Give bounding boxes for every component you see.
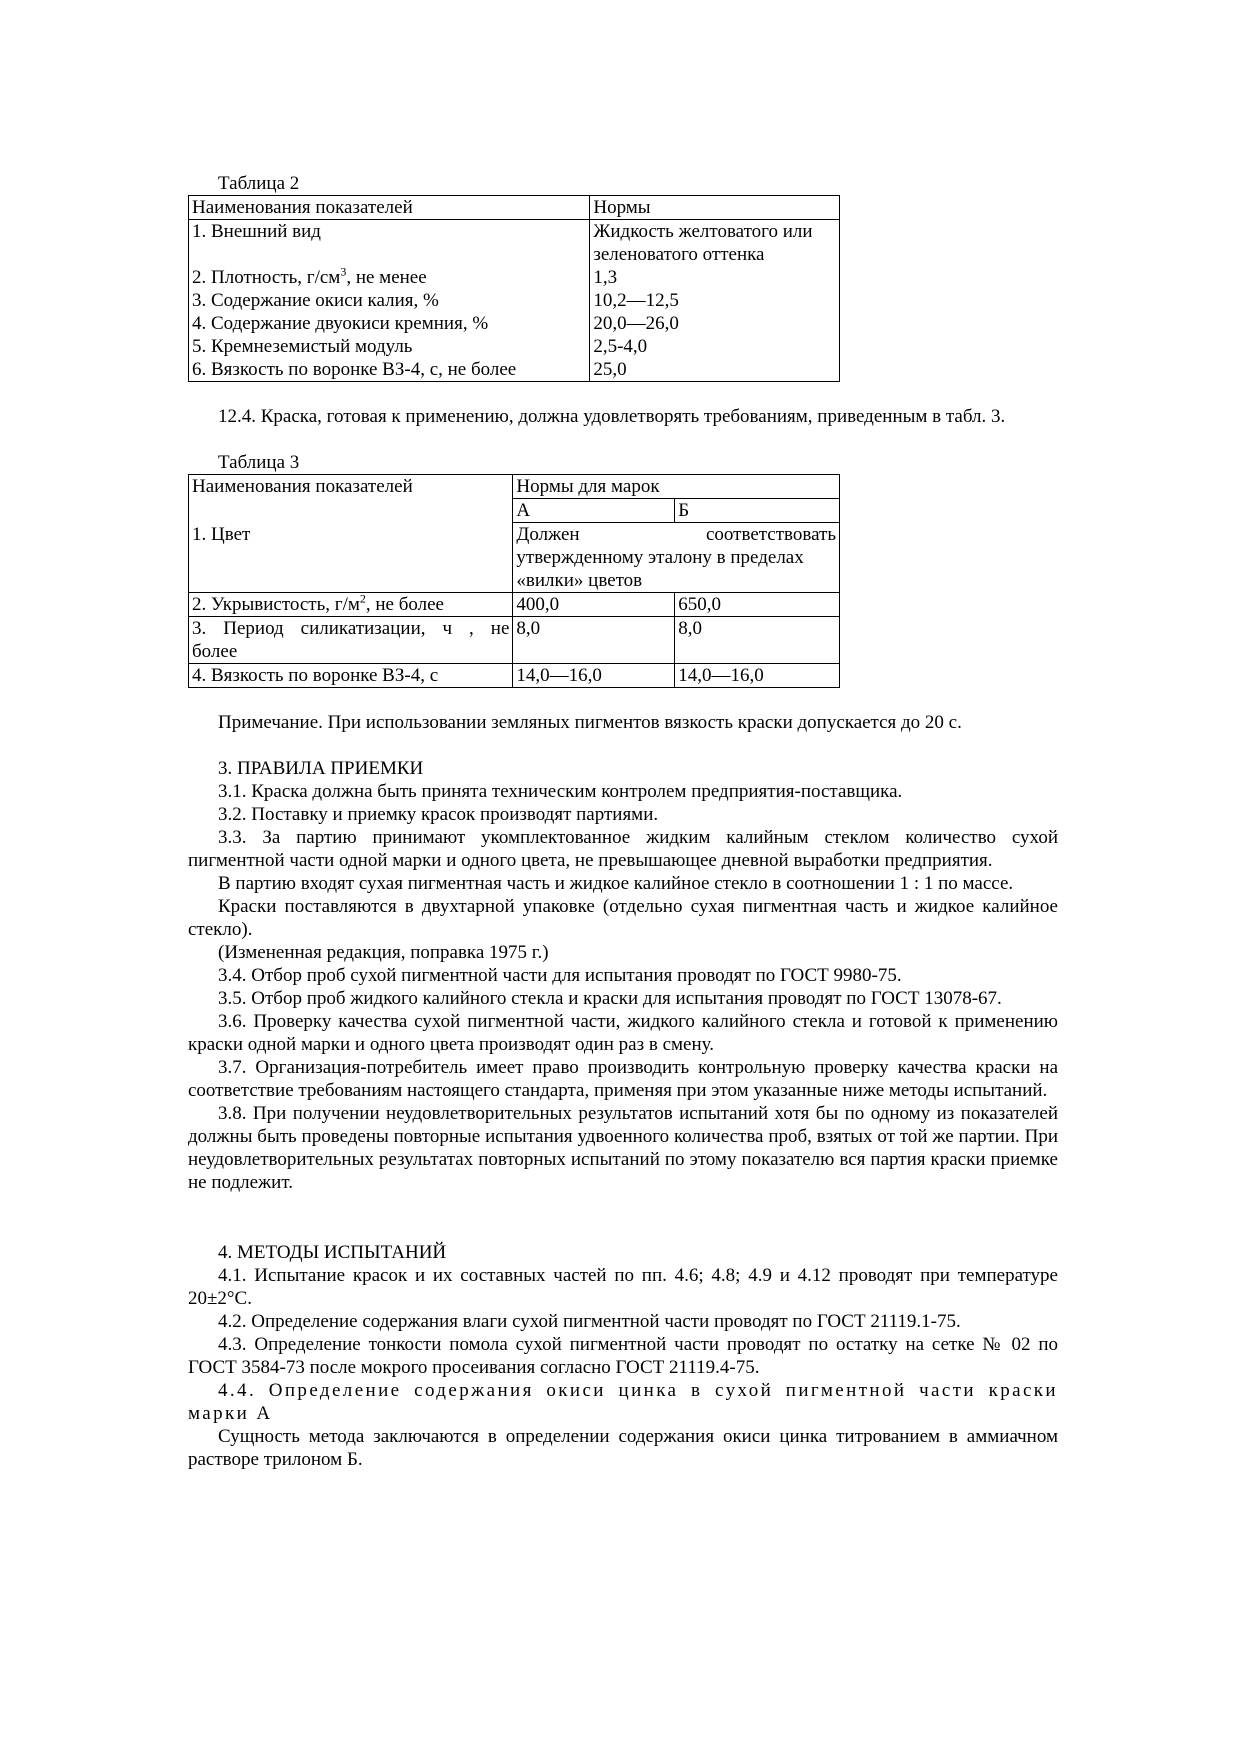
table3-cell <box>189 593 513 617</box>
document-page <box>188 172 1058 1471</box>
paragraph: 3.3. За партию принимают укомплектованное жидким калийным стеклом количество сухой пигментной части одной марки и одного цвета, не превышающее дневной выработки предприятия. <box>188 827 1058 871</box>
note: Примечание. При использовании земляных пигментов вязкость краски допускается до 20 с. <box>218 712 962 733</box>
paragraph: 3.5. Отбор проб жидкого калийного стекла и краски для испытания проводят по ГОСТ 13078-67. <box>218 988 1002 1009</box>
table-row <box>189 196 840 220</box>
paragraph: 3.4. Отбор проб сухой пигментной части для испытания проводят по ГОСТ 9980-75. <box>218 965 902 986</box>
table-row <box>189 617 840 664</box>
table2-cell: 2,5-4,0 <box>590 335 840 358</box>
paragraph: 4.2. Определение содержания влаги сухой пигментной части проводят по ГОСТ 21119.1-75. <box>218 1311 961 1332</box>
table-row <box>189 335 840 358</box>
table2-header-name: Наименования показателей <box>189 196 590 220</box>
cell-text: Должен <box>516 524 580 545</box>
table2-cell: 25,0 <box>590 358 840 382</box>
table3-header-b: Б <box>675 499 840 523</box>
paragraph: 4.3. Определение тонкости помола сухой пигментной части проводят по остатку на сетке № 02 по ГОСТ 3584-73 после мокрого просеивания согласно ГОСТ 21119.4-75. <box>188 1334 1058 1378</box>
cell-text: 2. Плотность, г/см <box>192 267 341 288</box>
cell-line: утвержденному эталону в пределах <box>516 547 804 568</box>
table3-cell <box>513 523 840 593</box>
superscript: 3 <box>340 264 347 279</box>
paragraph: 4.1. Испытание красок и их составных частей по пп. 4.6; 4.8; 4.9 и 4.12 проводят при температуре 20±2°С. <box>188 1265 1058 1309</box>
table3-cell: 8,0 <box>675 617 840 664</box>
cell-text: , не менее <box>346 267 427 288</box>
table-row <box>189 220 840 267</box>
table2 <box>188 195 840 382</box>
paragraph: 3.1. Краска должна быть принята техническим контролем предприятия-поставщика. <box>218 781 903 802</box>
table-row <box>189 593 840 617</box>
paragraph: Краски поставляются в двухтарной упаковке (отдельно сухая пигментная часть и жидкое калийное стекло). <box>188 896 1058 940</box>
table2-header-norms: Нормы <box>590 196 840 220</box>
table2-cell: 20,0—26,0 <box>590 312 840 335</box>
paragraph: 3.7. Организация-потребитель имеет право производить контрольную проверку качества краски на соответствие требованиям настоящего стандарта, применяя при этом указанные ниже методы испытаний. <box>188 1057 1058 1101</box>
table-row <box>189 664 840 688</box>
table2-cell-line: зеленоватого оттенка <box>593 244 765 265</box>
table2-cell-line: Жидкость желтоватого или <box>593 221 813 242</box>
table3-header-name: Наименования показателей <box>189 475 513 523</box>
paragraph: В партию входят сухая пигментная часть и жидкое калийное стекло в соотношении 1 : 1 по массе. <box>218 873 1014 894</box>
table-row <box>189 523 840 593</box>
table2-cell: 5. Кремнеземистый модуль <box>189 335 590 358</box>
table3-cell: 14,0—16,0 <box>675 664 840 688</box>
table2-cell <box>189 266 590 289</box>
table3-cell: 650,0 <box>675 593 840 617</box>
table3-cell: 400,0 <box>513 593 675 617</box>
table-row <box>189 475 840 499</box>
table-row <box>189 312 840 335</box>
table2-cell: 1. Внешний вид <box>189 220 590 267</box>
table3-cell: 14,0—16,0 <box>513 664 675 688</box>
table3-cell: 3. Период силикатизации, ч , не более <box>189 617 513 664</box>
paragraph: (Измененная редакция, поправка 1975 г.) <box>218 942 549 963</box>
table3-caption: Таблица 3 <box>218 452 300 473</box>
table-row <box>189 358 840 382</box>
table2-cell: 10,2—12,5 <box>590 289 840 312</box>
table-row <box>189 266 840 289</box>
table2-cell: 3. Содержание окиси калия, % <box>189 289 590 312</box>
section3-title: 3. ПРАВИЛА ПРИЕМКИ <box>218 758 424 779</box>
table3-cell: 8,0 <box>513 617 675 664</box>
table2-cell <box>590 220 840 267</box>
paragraph: 3.6. Проверку качества сухой пигментной части, жидкого калийного стекла и готовой к применению краски одной марки и одного цвета производят один раз в смену. <box>188 1011 1058 1055</box>
table2-caption: Таблица 2 <box>218 173 300 194</box>
table2-cell: 1,3 <box>590 266 840 289</box>
paragraph: Сущность метода заключаются в определении содержания окиси цинка титрованием в аммиачном растворе трилоном Б. <box>188 1426 1058 1470</box>
cell-text: , не более <box>365 594 444 615</box>
cell-text: соответствовать <box>705 524 836 545</box>
table3-header-norms: Нормы для марок <box>513 475 840 499</box>
cell-line <box>516 523 836 546</box>
table3-cell: 1. Цвет <box>189 523 513 593</box>
paragraph: 12.4. Краска, готовая к применению, должна удовлетворять требованиям, приведенным в табл. 3. <box>218 406 1006 427</box>
cell-line: «вилки» цветов <box>516 570 643 591</box>
section4-title: 4. МЕТОДЫ ИСПЫТАНИЙ <box>218 1242 447 1263</box>
table3-cell: 4. Вязкость по воронке ВЗ-4, с <box>189 664 513 688</box>
table-row <box>189 289 840 312</box>
table2-cell: 4. Содержание двуокиси кремния, % <box>189 312 590 335</box>
cell-text: 2. Укрывистость, г/м <box>192 594 360 615</box>
paragraph: 3.2. Поставку и приемку красок производят партиями. <box>218 804 659 825</box>
paragraph: 3.8. При получении неудовлетворительных результатов испытаний хотя бы по одному из показателей должны быть проведены повторные испытания удвоенного количества проб, взятых от той же партии. При неудовлетворительных результатах повторных испытаний по этому показателю вся партия краски приемке не подлежит. <box>188 1103 1058 1193</box>
table3-header-a: А <box>513 499 675 523</box>
table3 <box>188 474 840 688</box>
table2-cell: 6. Вязкость по воронке ВЗ-4, с, не более <box>189 358 590 382</box>
paragraph: 4.4. Определение содержания окиси цинка в сухой пигментной части краски марки А <box>188 1380 1058 1424</box>
superscript: 2 <box>359 591 366 606</box>
